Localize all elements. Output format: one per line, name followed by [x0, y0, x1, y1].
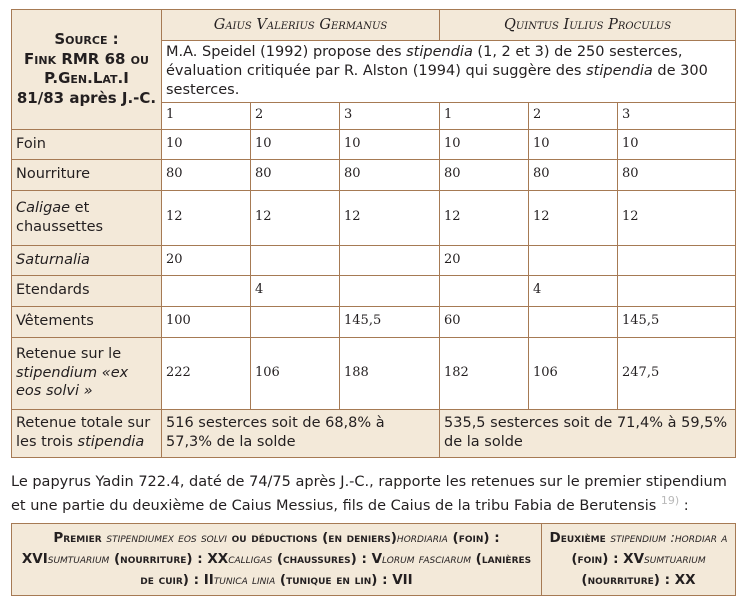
table-cell: 4 [529, 275, 618, 306]
table-cell: 145,5 [618, 306, 736, 337]
table-cell: 80 [440, 159, 529, 190]
table-row [12, 129, 736, 159]
row-label: Etendards [12, 275, 162, 306]
second-sumtuarium-term: sumtuarium [644, 550, 706, 567]
table-cell: 4 [251, 275, 340, 306]
table-cell: 106 [529, 337, 618, 409]
total-person1: 516 sesterces soit de 68,8% à 57,3% de la solde [162, 409, 440, 457]
table-cell: 222 [162, 337, 251, 409]
caption-text: Le papyrus Yadin 722.4, daté de 74/75 après J.-C., rapporte les retenues sur le premier stipendium et une partie du deuxième de Caius Messius, fils de Caius de la tribu Fabia de Berutensis [11, 474, 727, 514]
table-cell: 80 [251, 159, 340, 190]
source-title: Source : [54, 30, 119, 49]
tunica-term: tunica linia [213, 571, 276, 588]
first-stipendium-cell [12, 524, 542, 596]
row-label-italic: stipendium «ex eos solvi » [16, 364, 129, 400]
table-cell: 80 [162, 159, 251, 190]
table-cell: 12 [529, 190, 618, 245]
total-row [12, 409, 736, 457]
first-stipendium-term: stipendiumex eos solvi [106, 530, 227, 546]
person2-header: Quintus Iulius Proculus [440, 10, 736, 41]
table-cell: 100 [162, 306, 251, 337]
source-date: 81/83 après J.-C. [16, 88, 157, 107]
footnote-ref: 19) [660, 493, 680, 507]
table-cell: 12 [618, 190, 736, 245]
table-cell: 60 [440, 306, 529, 337]
column-number: 2 [251, 102, 340, 129]
row-label: Foin [12, 129, 162, 159]
table-cell: 20 [440, 245, 529, 275]
caption-end: : [679, 497, 689, 514]
note-text-b: stipendia [406, 44, 473, 60]
table-cell [340, 275, 440, 306]
row-label: Nourriture [12, 159, 162, 190]
column-number: 3 [618, 102, 736, 129]
note-text-d: stipendia [586, 62, 653, 79]
note-text-e: de 300 sesterces. [166, 62, 708, 98]
total-label [12, 409, 162, 457]
table-cell: 12 [251, 190, 340, 245]
column-number: 2 [529, 102, 618, 129]
source-ref: Fink RMR 68 ou [24, 49, 149, 68]
row-label [12, 337, 162, 409]
lorum-term: lorum fasciarum [382, 550, 471, 567]
calligas-term: calligas [228, 550, 273, 567]
table-cell: 80 [340, 159, 440, 190]
column-number: 1 [162, 102, 251, 129]
sumtuarium-term: sumtuarium [47, 550, 110, 567]
source-papyrus: P.Gen.Lat.I [44, 69, 129, 88]
table-cell: 10 [340, 129, 440, 159]
row-label-text: Retenue sur le [16, 345, 122, 362]
table-cell [440, 275, 529, 306]
total-label-italic: stipendia [77, 434, 145, 451]
nourriture-value: (nourriture) : XX [109, 550, 229, 567]
table-cell: 106 [251, 337, 340, 409]
foin-value: (foin) : XVI [21, 530, 500, 567]
table-cell: 10 [618, 129, 736, 159]
second-stipendium-cell [542, 524, 736, 596]
total-label-text: Retenue totale sur les trois [16, 415, 151, 451]
second-foin-value: (foin) : XV [571, 550, 645, 567]
tunique-value: (tunique en lin) : VII [275, 571, 413, 588]
note-text-a: M.A. Speidel (1992) propose des [166, 44, 407, 60]
second-stipendium-title: Deuxième [549, 530, 611, 546]
table-row [12, 190, 736, 245]
source-cell [12, 10, 162, 130]
table-row [12, 337, 736, 409]
table-cell [529, 245, 618, 275]
first-deductions: ou déductions (en deniers) [226, 530, 397, 546]
column-number: 1 [440, 102, 529, 129]
second-nourriture-value: (nourriture) : XX [581, 571, 696, 588]
total-person2: 535,5 sesterces soit de 71,4% à 59,5% de la solde [440, 409, 736, 457]
table-cell: 12 [162, 190, 251, 245]
table-cell: 12 [340, 190, 440, 245]
person1-header: Gaius Valerius Germanus [162, 10, 440, 41]
table-cell: 80 [529, 159, 618, 190]
chaussures-value: (chaussures) : V [272, 550, 383, 567]
lanieres-value: (lanières de cuir) : II [140, 550, 532, 588]
table-row [12, 275, 736, 306]
row-label: Vêtements [12, 306, 162, 337]
table-cell [618, 275, 736, 306]
table-cell: 145,5 [340, 306, 440, 337]
table-row [12, 159, 736, 190]
note-text-c: (1, 2 et 3) de 250 sesterces, évaluation critiquée par R. Alston (1994) qui suggère des [166, 44, 683, 79]
row-label: Saturnalia [12, 245, 162, 275]
table-cell: 10 [440, 129, 529, 159]
row-label-italic: Caligae [16, 199, 71, 216]
yadin-table [11, 523, 736, 596]
table-cell: 247,5 [618, 337, 736, 409]
table-cell: 10 [529, 129, 618, 159]
table-cell: 12 [440, 190, 529, 245]
note-cell [162, 41, 736, 103]
first-stipendium-title: Premier [53, 530, 107, 546]
table-cell [618, 245, 736, 275]
row-label [12, 190, 162, 245]
table-cell: 188 [340, 337, 440, 409]
table-cell: 10 [251, 129, 340, 159]
table-cell [529, 306, 618, 337]
table-cell: 20 [162, 245, 251, 275]
table-cell [162, 275, 251, 306]
hordiaria-term: hordiaria [396, 530, 448, 546]
retenues-table [11, 9, 736, 458]
table-cell [251, 245, 340, 275]
second-stipendium-term: stipendium :hordiar a [610, 530, 728, 546]
caption [11, 472, 737, 516]
table-cell: 182 [440, 337, 529, 409]
table-row [12, 245, 736, 275]
column-number: 3 [340, 102, 440, 129]
table-cell [340, 245, 440, 275]
table-row [12, 306, 736, 337]
table-cell: 80 [618, 159, 736, 190]
table-cell [251, 306, 340, 337]
row-label-rest: et chaussettes [16, 199, 104, 235]
table-cell: 10 [162, 129, 251, 159]
